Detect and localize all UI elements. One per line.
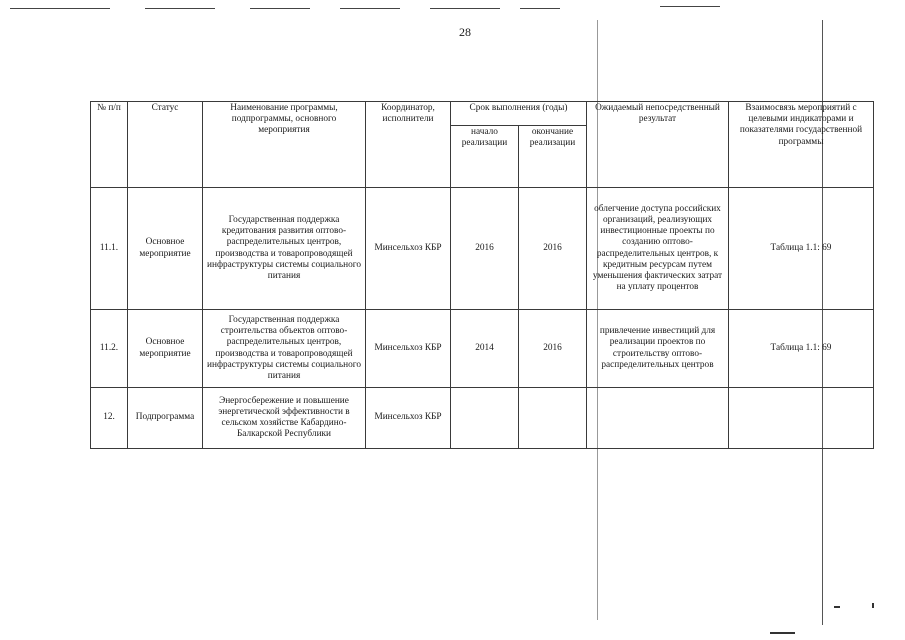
- scan-artifact-dash: [10, 8, 110, 9]
- header-link: Взаимосвязь мероприятий с целевыми индикаторами и показателями государственной программы: [729, 102, 874, 188]
- header-coordinator: Координатор, исполнители: [366, 102, 451, 188]
- row-coordinator: Минсельхоз КБР: [366, 388, 451, 449]
- scan-artifact-dash: [834, 606, 840, 608]
- row-link: Таблица 1.1: 69: [729, 310, 874, 388]
- row-result: [587, 388, 729, 449]
- row-name: Энергосбережение и повышение энергетической эффективности в сельском хозяйстве Кабардино-Балкарской Республики: [203, 388, 366, 449]
- header-term-start: начало реализации: [451, 126, 519, 188]
- scan-artifact-dash: [660, 6, 720, 7]
- row-link: Таблица 1.1: 69: [729, 188, 874, 310]
- scan-artifact-dash: [250, 8, 310, 9]
- row-name: Государственная поддержка строительства объектов оптово-распределительных центров, производства и товаропроводящей инфраструктуры системы социального питания: [203, 310, 366, 388]
- header-status: Статус: [128, 102, 203, 188]
- row-start: 2014: [451, 310, 519, 388]
- scan-artifact-dash: [770, 632, 795, 634]
- table-row: [91, 188, 874, 310]
- scan-artifact-dash: [872, 603, 874, 608]
- row-result: привлечение инвестиций для реализации проектов по строительству оптово-распределительных центров: [587, 310, 729, 388]
- row-num: 11.1.: [91, 188, 128, 310]
- row-name: Государственная поддержка кредитования развития оптово-распределительных центров, производства и товаропроводящей инфраструктуры системы социального питания: [203, 188, 366, 310]
- scan-artifact-dash: [430, 8, 500, 9]
- scan-artifact-dash: [145, 8, 215, 9]
- row-end: 2016: [519, 188, 587, 310]
- table-row: [91, 310, 874, 388]
- header-term: Срок выполнения (годы): [451, 102, 587, 126]
- row-coordinator: Минсельхоз КБР: [366, 188, 451, 310]
- row-num: 11.2.: [91, 310, 128, 388]
- table-row: [91, 388, 874, 449]
- row-end: [519, 388, 587, 449]
- header-name: Наименование программы, подпрограммы, основного мероприятия: [203, 102, 366, 188]
- scan-artifact-dash: [340, 8, 400, 9]
- row-num: 12.: [91, 388, 128, 449]
- row-start: 2016: [451, 188, 519, 310]
- row-result: облегчение доступа российских организаций, реализующих инвестиционные проекты по созданию оптово-распределительных центров, к кредитным ресурсам путем уменьшения фактических затрат на уплату процентов: [587, 188, 729, 310]
- page-number: 28: [459, 25, 471, 39]
- header-term-end: окончание реализации: [519, 126, 587, 188]
- row-status: Подпрограмма: [128, 388, 203, 449]
- scan-artifact-dash: [520, 8, 560, 9]
- header-result: Ожидаемый непосредственный результат: [587, 102, 729, 188]
- header-num: № п/п: [91, 102, 128, 188]
- row-end: 2016: [519, 310, 587, 388]
- row-start: [451, 388, 519, 449]
- row-coordinator: Минсельхоз КБР: [366, 310, 451, 388]
- program-table: [90, 101, 874, 449]
- row-status: Основное мероприятие: [128, 310, 203, 388]
- header-row: [91, 102, 874, 126]
- row-status: Основное мероприятие: [128, 188, 203, 310]
- row-link: [729, 388, 874, 449]
